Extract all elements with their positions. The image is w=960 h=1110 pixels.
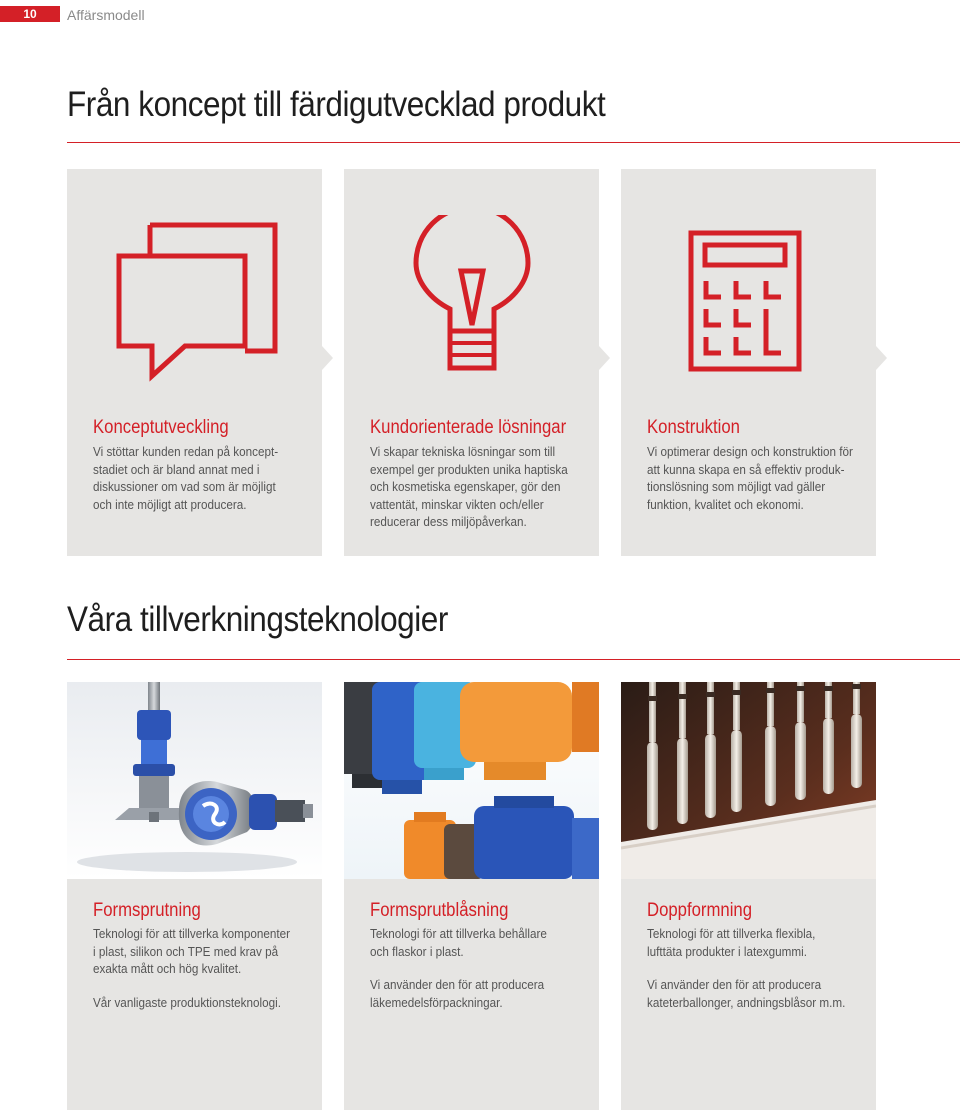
card-paragraph: Vår vanligaste produktionsteknologi.	[93, 994, 281, 1010]
process-title-rule	[67, 142, 960, 143]
card-title: Formsprutning	[93, 900, 201, 921]
card-paragraph: Vi använder den för att producera läkemedelsförpackningar.	[370, 977, 545, 1010]
card-description: Vi stöttar kunden redan på koncept- stadiet och är bland annat med i diskussioner om vad som är möjligt och inte möjligt att producera.	[93, 444, 279, 512]
card-paragraph: Vi använder den för att producera kateterballonger, andningsblåsor m.m.	[647, 977, 846, 1010]
process-card-concept	[67, 169, 322, 556]
running-head: Affärsmodell	[67, 7, 145, 23]
card-paragraph: Teknologi för att tillverka behållare och flaskor i plast.	[370, 926, 547, 959]
injection-molded-parts-photo	[67, 682, 322, 879]
card-description: Vi skapar tekniska lösningar som till exempel ger produkten unika haptiska och kosmetiska egenskaper, gör den vattentät, minskar vikten och/eller reducerar dess miljöpåverkan.	[370, 444, 568, 529]
card-title: Konstruktion	[647, 417, 740, 438]
card-paragraph: Teknologi för att tillverka komponenter i plast, silikon och TPE med krav på exakta mått och hög kvalitet.	[93, 926, 291, 976]
tech-card-blow-molding	[344, 682, 599, 1110]
card-description: Vi optimerar design och konstruktion för att kunna skapa en så effektiv produk- tionslösning som möjligt vad gäller funktion, kvalitet och ekonomi.	[647, 444, 853, 512]
blow-molded-bottles-photo	[344, 682, 599, 879]
page-number: 10	[0, 6, 60, 22]
card-description	[370, 925, 582, 1027]
technologies-title-rule	[67, 659, 960, 660]
process-card-construction	[621, 169, 876, 556]
card-title: Kundorienterade lösningar	[370, 417, 567, 438]
tech-card-injection-molding	[67, 682, 322, 1110]
process-flow-arrow	[599, 346, 610, 370]
card-title: Formsprutblåsning	[370, 900, 509, 921]
dip-molding-forms-photo	[621, 682, 876, 879]
card-title: Doppformning	[647, 900, 753, 921]
lightbulb-icon	[412, 215, 532, 373]
technologies-section-title: Våra tillverkningsteknologier	[67, 600, 448, 639]
process-flow-arrow	[876, 346, 887, 370]
process-flow-arrow	[322, 346, 333, 370]
calculator-icon	[687, 229, 803, 374]
process-card-customer-solutions	[344, 169, 599, 556]
speech-bubbles-icon	[112, 219, 282, 384]
card-paragraph: Teknologi för att tillverka flexibla, lufttäta produkter i latexgummi.	[647, 926, 816, 959]
card-title: Konceptutveckling	[93, 417, 229, 438]
card-description	[93, 925, 305, 1027]
process-section-title: Från koncept till färdigutvecklad produkt	[67, 85, 606, 124]
card-description	[647, 925, 859, 1027]
tech-card-dip-molding	[621, 682, 876, 1110]
